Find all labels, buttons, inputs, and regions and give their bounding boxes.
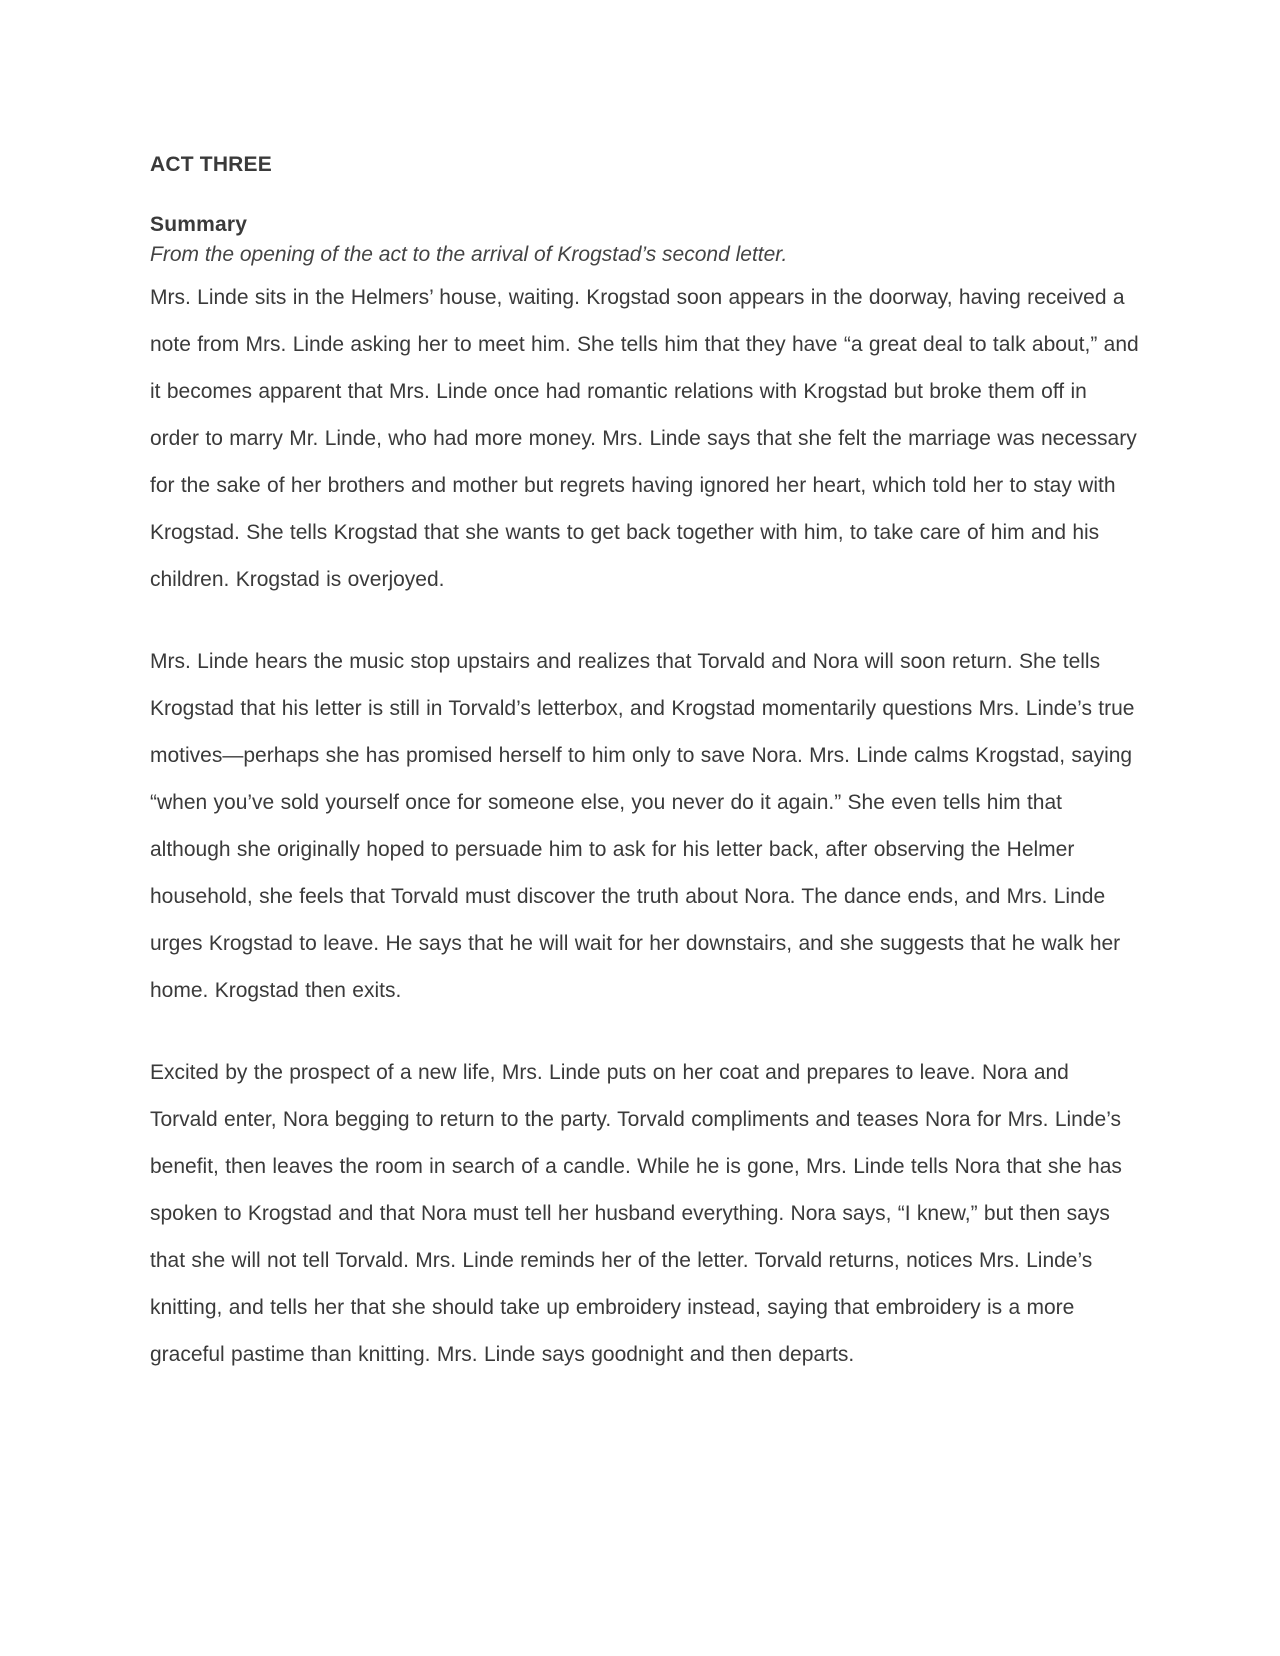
act-title: ACT THREE — [150, 153, 272, 176]
summary-subtitle: From the opening of the act to the arrival of Krogstad’s second letter. — [150, 243, 788, 266]
document-page — [150, 150, 1140, 1378]
summary-paragraph-2: Mrs. Linde hears the music stop upstairs and realizes that Torvald and Nora will soon return. She tells Krogstad that his letter is still in Torvald’s letterbox, and Krogstad momentarily questions Mrs. Linde’s true motives—perhaps she has promised herself to him only to save Nora. Mrs. Linde calms Krogstad, saying “when you’ve sold yourself once for someone else, you never do it again.” She even tells him that although she originally hoped to persuade him to ask for his letter back, after observing the Helmer household, she feels that Torvald must discover the truth about Nora. The dance ends, and Mrs. Linde urges Krogstad to leave. He says that he will wait for her downstairs, and she suggests that he walk her home. Krogstad then exits. — [150, 650, 1135, 1002]
summary-paragraph-3: Excited by the prospect of a new life, Mrs. Linde puts on her coat and prepares to leave. Nora and Torvald enter, Nora begging to return to the party. Torvald compliments and teases Nora for Mrs. Linde’s benefit, then leaves the room in search of a candle. While he is gone, Mrs. Linde tells Nora that she has spoken to Krogstad and that Nora must tell her husband everything. Nora says, “I knew,” but then says that she will not tell Torvald. Mrs. Linde reminds her of the letter. Torvald returns, notices Mrs. Linde’s knitting, and tells her that she should take up embroidery instead, saying that embroidery is a more graceful pastime than knitting. Mrs. Linde says goodnight and then departs. — [150, 1061, 1122, 1366]
summary-heading: Summary — [150, 213, 248, 236]
summary-paragraph-1: Mrs. Linde sits in the Helmers’ house, waiting. Krogstad soon appears in the doorway, having received a note from Mrs. Linde asking her to meet him. She tells him that they have “a great deal to talk about,” and it becomes apparent that Mrs. Linde once had romantic relations with Krogstad but broke them off in order to marry Mr. Linde, who had more money. Mrs. Linde says that she felt the marriage was necessary for the sake of her brothers and mother but regrets having ignored her heart, which told her to stay with Krogstad. She tells Krogstad that she wants to get back together with him, to take care of him and his children. Krogstad is overjoyed. — [150, 286, 1139, 591]
